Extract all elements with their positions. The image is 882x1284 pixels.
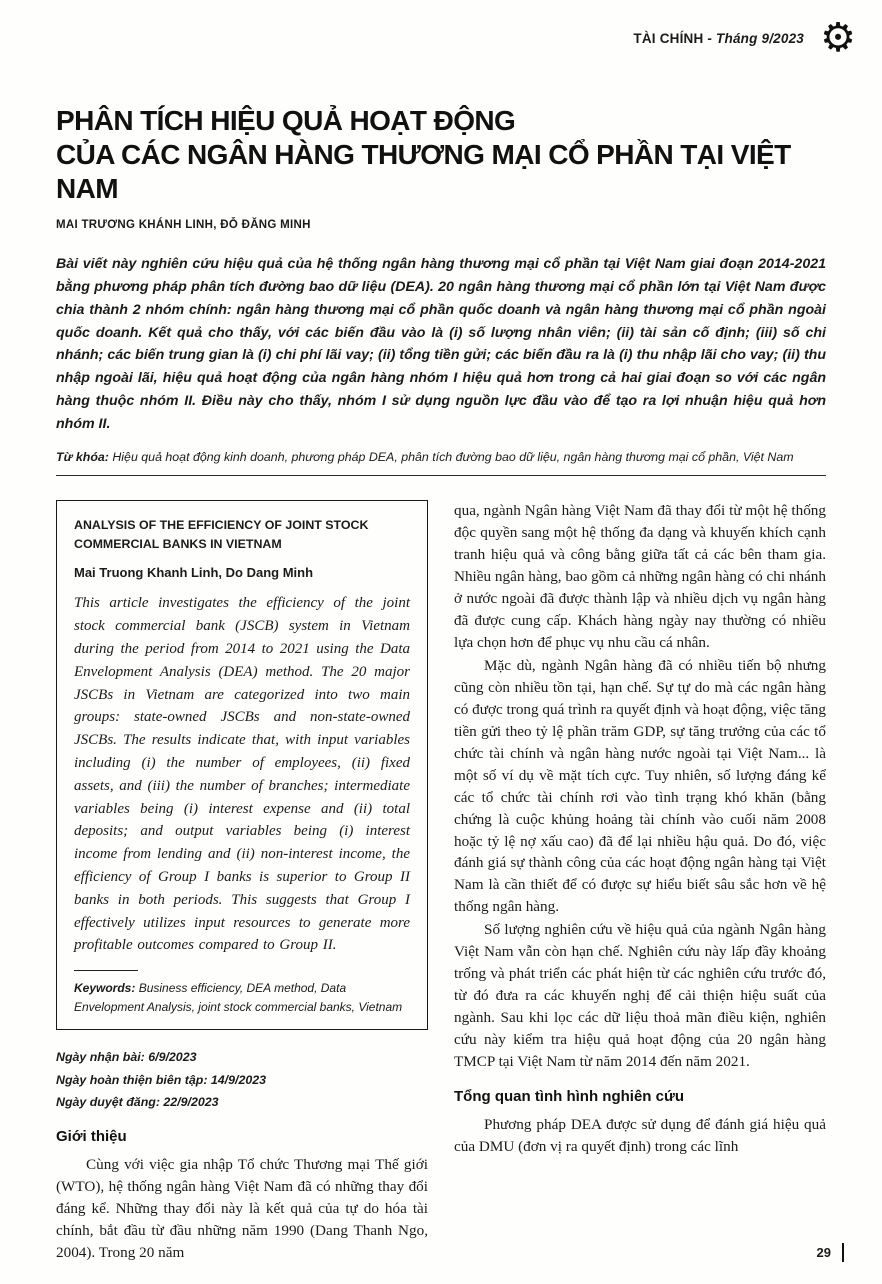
english-keywords-text: Business efficiency, DEA method, Data Envelopment Analysis, joint stock commercial banks, Vietnam [74, 981, 403, 1014]
keywords-separator-rule [74, 970, 138, 971]
right-column [454, 500, 826, 1264]
paper-title-line2: CỦA CÁC NGÂN HÀNG THƯƠNG MẠI CỔ PHẦN TẠI VIỆT NAM [56, 139, 791, 205]
english-keywords-label: Keywords: [74, 981, 139, 996]
received-date: Ngày nhận bài: 6/9/2023 [56, 1050, 197, 1065]
keywords-vietnamese [56, 450, 826, 476]
left-column [56, 500, 428, 1264]
page-number: 29 [817, 1243, 844, 1262]
body-paragraph: Phương pháp DEA được sử dụng để đánh giá hiệu quả của DMU (đơn vị ra quyết định) trong các lĩnh [454, 1116, 826, 1155]
intro-paragraph: Cùng với việc gia nhập Tổ chức Thương mại Thế giới (WTO), hệ thống ngân hàng Việt Nam đã có những thay đổi đáng kể. Những thay đổi này là kết quả của tự do hóa tài chính, bắt đầu từ đầu những năm 1990 (Dang Thanh Ngo, 2004). Trong 20 năm [56, 1156, 428, 1262]
body-paragraph: Mặc dù, ngành Ngân hàng đã có nhiều tiến bộ nhưng cũng còn nhiều tồn tại, hạn chế. Sự tự do mà các ngân hàng có được trong quá trình ra quyết định và hoạt động, việc tăng tiền gửi theo tỷ lệ phần trăm GDP, sự tăng trưởng của các tổ chức tài chính và ngân hàng nước ngoài tại Việt Nam... là một số ví dụ về mặt tích cực. Tuy nhiên, số lượng đáng kể các tổ chức tài chính rơi vào tình trạng khó khăn (bằng chứng là cuộc khủng hoảng tài chính vào cuối năm 2008 hoặc tỷ lệ nợ xấu cao) đã để lại nhiều hậu quả. Do đó, việc đánh giá sự thành công của các hoạt động ngân hàng tại Việt Nam là cần thiết để có được sự hiểu biết sâu sắc hơn về hệ thống ngân hàng. [454, 656, 826, 916]
section-heading-overview: Tổng quan tình hình nghiên cứu [454, 1088, 684, 1105]
body-paragraph: qua, ngành Ngân hàng Việt Nam đã thay đổi từ một hệ thống độc quyền sang một hệ thống đa dạng và khuyến khích cạnh tranh hiệu quả và công bằng giữa tất cả các bên tham gia. Nhiều ngân hàng, bao gồm cả những ngân hàng có chi nhánh ở nước ngoài đã được thành lập và nhiều dịch vụ ngân hàng đã được cung cấp. Khách hàng ngày nay thường có nhiều lựa chọn hơn để phục vụ nhu cầu cá nhân. [454, 502, 826, 651]
accepted-date: Ngày duyệt đăng: 22/9/2023 [56, 1095, 219, 1110]
english-box-title: ANALYSIS OF THE EFFICIENCY OF JOINT STOCK COMMERCIAL BANKS IN VIETNAM [74, 518, 369, 551]
keywords-text: Hiệu quả hoạt động kinh doanh, phương pháp DEA, phân tích đường bao dữ liệu, ngân hàng thương mại cổ phần, Việt Nam [112, 450, 794, 465]
journal-header [0, 0, 882, 60]
page-footer [817, 1243, 844, 1262]
two-column-body [56, 500, 826, 1264]
english-box-abstract: This article investigates the efficiency of the joint stock commercial bank (JSCB) system in Vietnam during the period from 2014 to 2021 using the Data Envelopment Analysis (DEA) method. The 20 major JSCBs in Vietnam are categorized into two main groups: state-owned JSCBs and non-state-owned JSCBs. The results indicate that, with input variables including (i) the number of employees, (ii) fixed assets, and (iii) the number of branches; intermediate variables being (i) interest expense and (ii) total deposits; and output variables being (i) interest income from lending and (ii) non-interest income, the efficiency of Group I banks is superior to Group II banks in both periods. This suggests that Group I effectively utilizes input resources to generate more profitable outcomes compared to Group II. [74, 595, 410, 954]
body-paragraph: Số lượng nghiên cứu về hiệu quả của ngành Ngân hàng Việt Nam vẫn còn hạn chế. Nghiên cứu này lấp đầy khoảng trống và phát triển các phát hiện từ các nghiên cứu trước đó, từ đó đưa ra các khuyến nghị để cải thiện hiệu suất của ngành. Sau khi lọc các dữ liệu thoả mãn điều kiện, nghiên cứu này kiểm tra hiệu quả hoạt động của 20 ngân hàng TMCP tại Việt Nam từ năm 2014 đến năm 2021. [454, 921, 826, 1071]
journal-logo-icon: ⚙ [820, 15, 856, 60]
english-abstract-box [56, 500, 428, 1030]
journal-header-text [633, 31, 804, 46]
english-box-keywords [74, 979, 410, 1016]
paper-title-line1: PHÂN TÍCH HIỆU QUẢ HOẠT ĐỘNG [56, 105, 516, 136]
journal-name: TÀI CHÍNH [633, 30, 704, 46]
revised-date: Ngày hoàn thiện biên tập: 14/9/2023 [56, 1072, 267, 1087]
authors-line: MAI TRƯƠNG KHÁNH LINH, ĐỖ ĐĂNG MINH [56, 219, 311, 232]
article-dates [56, 1046, 428, 1113]
journal-issue: - Tháng 9/2023 [707, 30, 804, 46]
paper-title [56, 104, 826, 206]
keywords-label: Từ khóa: [56, 450, 113, 465]
english-box-authors: Mai Truong Khanh Linh, Do Dang Minh [74, 565, 314, 581]
abstract-vietnamese: Bài viết này nghiên cứu hiệu quả của hệ thống ngân hàng thương mại cổ phần tại Việt Nam giai đoạn 2014-2021 bằng phương pháp phân tích đường bao dữ liệu (DEA). 20 ngân hàng thương mại cổ phần lớn tại Việt Nam được chia thành 2 nhóm chính: ngân hàng thương mại cổ phần quốc doanh và ngân hàng thương mại cổ phần ngoài quốc doanh. Kết quả cho thấy, với các biến đầu vào là (i) số lượng nhân viên; (ii) tài sản cố định; (iii) số chi nhánh; các biến trung gian là (i) chi phí lãi vay; (ii) tổng tiền gửi; các biến đầu ra là (i) thu nhập lãi cho vay; (ii) thu nhập ngoài lãi, hiệu quả hoạt động của ngân hàng nhóm I hiệu quả hơn trong cả hai giai đoạn so với các ngân hàng thuộc nhóm II. Điều này cho thấy, nhóm I sử dụng nguồn lực đầu vào để tạo ra lợi nhuận hiệu quả hơn nhóm II. [56, 256, 826, 432]
section-heading-intro: Giới thiệu [56, 1128, 127, 1146]
